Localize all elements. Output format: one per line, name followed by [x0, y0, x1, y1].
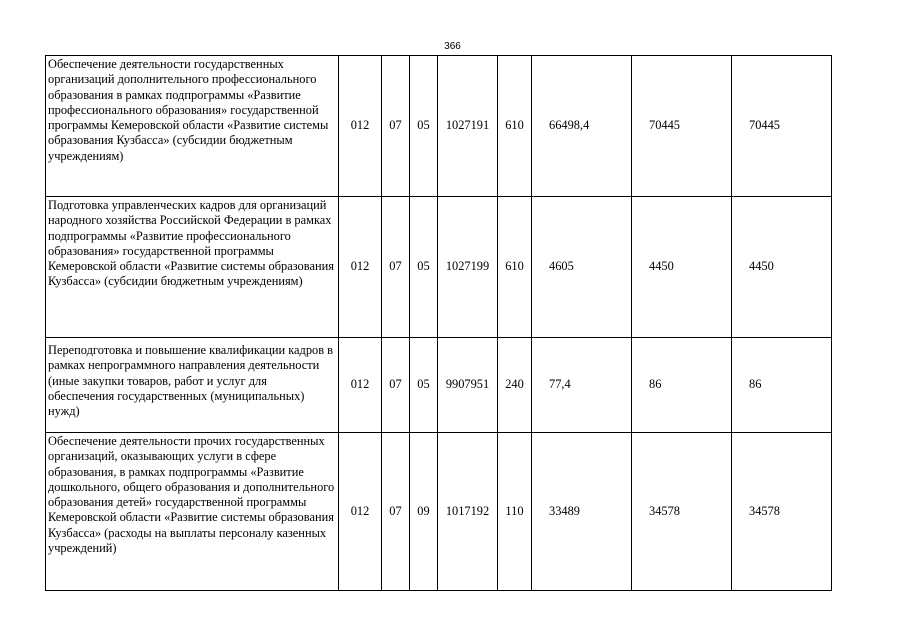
subsection-code: 05 — [410, 338, 438, 433]
row-description: Подготовка управленческих кадров для организаций народного хозяйства Российской Федерации в рамках подпрограммы «Развитие профессионального образования» государственной программы Кемеровской области «Развитие системы образования Кузбасса» (субсидии бюджетным учреждениям) — [46, 197, 339, 338]
section-code: 07 — [382, 56, 410, 197]
target-article-code: 9907951 — [438, 338, 498, 433]
amount-year-3: 70445 — [732, 56, 832, 197]
subsection-code: 05 — [410, 56, 438, 197]
section-code: 07 — [382, 197, 410, 338]
table-row — [46, 56, 832, 197]
amount-year-2: 70445 — [632, 56, 732, 197]
expense-type-code: 610 — [498, 197, 532, 338]
subsection-code: 09 — [410, 433, 438, 591]
amount-year-2: 34578 — [632, 433, 732, 591]
expense-type-code: 110 — [498, 433, 532, 591]
table-row — [46, 197, 832, 338]
row-description: Переподготовка и повышение квалификации кадров в рамках непрограммного направления деятельности (иные закупки товаров, работ и услуг для обеспечения государственных (муниципальных) нужд) — [46, 338, 339, 433]
ministry-code: 012 — [339, 338, 382, 433]
ministry-code: 012 — [339, 433, 382, 591]
ministry-code: 012 — [339, 197, 382, 338]
amount-year-2: 4450 — [632, 197, 732, 338]
page-number: 366 — [444, 41, 461, 52]
amount-year-1: 77,4 — [532, 338, 632, 433]
target-article-code: 1017192 — [438, 433, 498, 591]
target-article-code: 1027191 — [438, 56, 498, 197]
amount-year-1: 4605 — [532, 197, 632, 338]
amount-year-2: 86 — [632, 338, 732, 433]
section-code: 07 — [382, 433, 410, 591]
amount-year-1: 66498,4 — [532, 56, 632, 197]
expense-type-code: 240 — [498, 338, 532, 433]
budget-table — [45, 55, 832, 591]
table-row — [46, 338, 832, 433]
row-description: Обеспечение деятельности прочих государственных организаций, оказывающих услуги в сфере образования, в рамках подпрограммы «Развитие дошкольного, общего образования и дополнительного образования детей» государственной программы Кемеровской области «Развитие системы образования Кузбасса» (расходы на выплаты персоналу казенных учреждений) — [46, 433, 339, 591]
target-article-code: 1027199 — [438, 197, 498, 338]
amount-year-3: 4450 — [732, 197, 832, 338]
ministry-code: 012 — [339, 56, 382, 197]
table-row — [46, 433, 832, 591]
amount-year-3: 86 — [732, 338, 832, 433]
section-code: 07 — [382, 338, 410, 433]
amount-year-1: 33489 — [532, 433, 632, 591]
expense-type-code: 610 — [498, 56, 532, 197]
amount-year-3: 34578 — [732, 433, 832, 591]
row-description: Обеспечение деятельности государственных организаций дополнительного профессионального образования в рамках подпрограммы «Развитие профессионального образования» государственной программы Кемеровской области «Развитие системы образования Кузбасса» (субсидии бюджетным учреждениям) — [46, 56, 339, 197]
subsection-code: 05 — [410, 197, 438, 338]
